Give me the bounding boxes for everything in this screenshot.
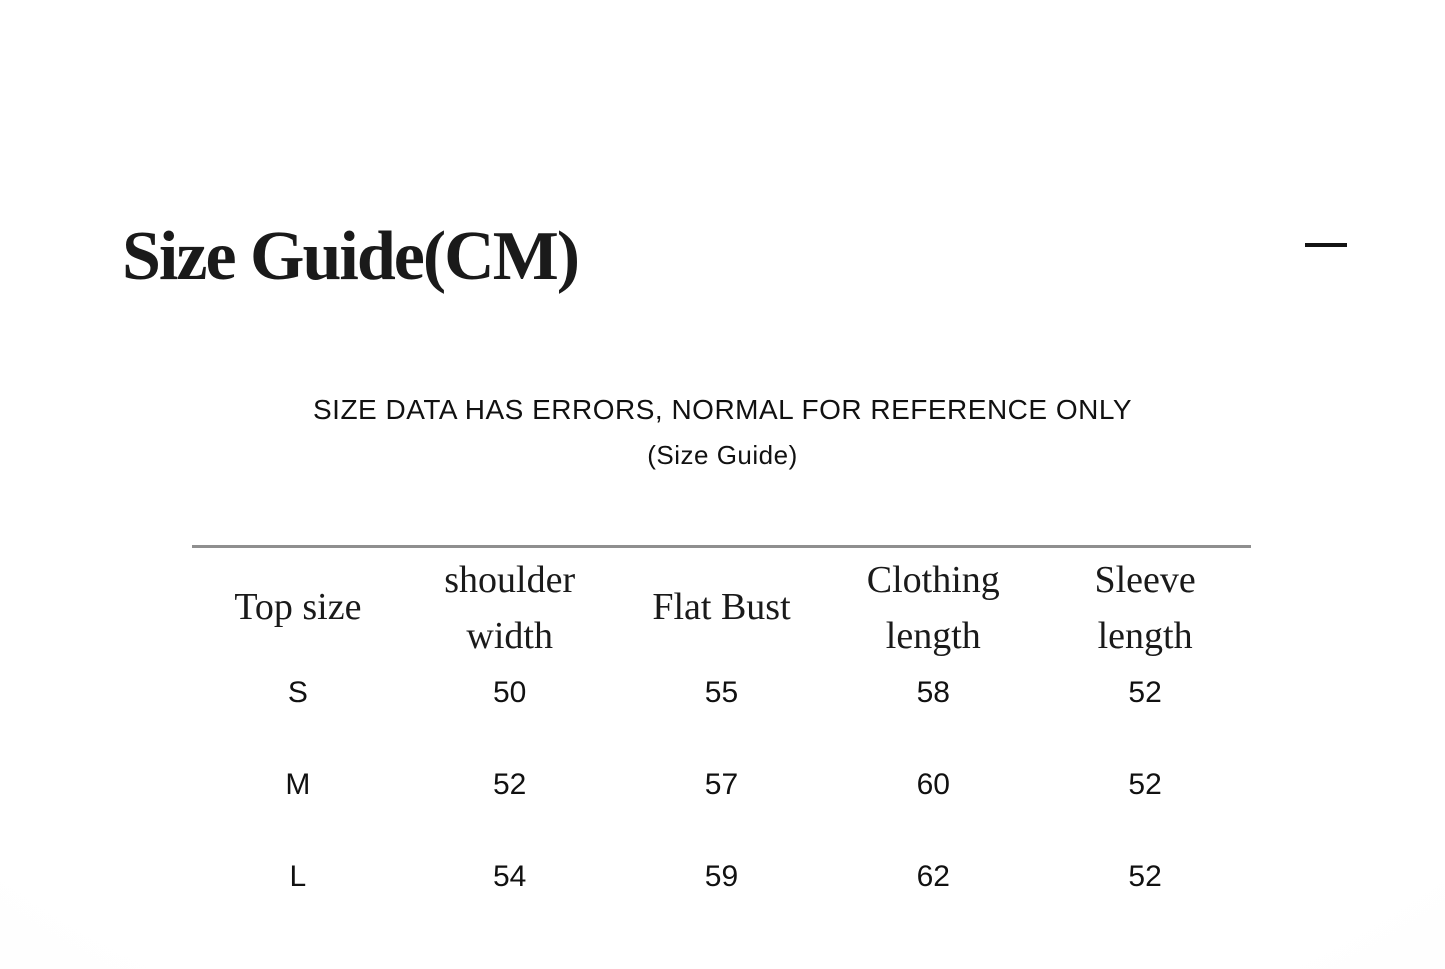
column-header-sleeve-length: Sleeve length: [1094, 559, 1196, 657]
table-row-m: [192, 739, 1251, 831]
measurement-value: 62: [916, 860, 950, 893]
measurement-value: 52: [1128, 768, 1162, 801]
measurement-value: 59: [704, 860, 739, 893]
measurement-value: 55: [704, 676, 739, 709]
notice-line2: (Size Guide): [647, 440, 798, 470]
column-header-shoulder-width: shoulder width: [444, 559, 576, 657]
measurement-value: 52: [493, 768, 527, 801]
measurement-value: 58: [916, 676, 950, 709]
measurement-value: 54: [493, 860, 527, 893]
size-label: M: [285, 768, 311, 801]
table-header-row: [192, 548, 1251, 657]
column-header-flat-bust: Flat Bust: [652, 586, 791, 629]
measurement-value: 52: [1128, 676, 1162, 709]
page-title: Size Guide(CM): [122, 218, 579, 295]
table-row-l: [192, 831, 1251, 923]
measurement-value: 60: [916, 768, 950, 801]
size-label: S: [287, 676, 308, 709]
minus-icon[interactable]: [1305, 243, 1347, 247]
size-table: [192, 545, 1251, 923]
measurement-value: 50: [493, 676, 527, 709]
measurement-value: 57: [704, 768, 739, 801]
column-header-clothing-length: Clothing length: [866, 559, 1000, 657]
size-label: L: [289, 860, 307, 893]
notice-line1: SIZE DATA HAS ERRORS, NORMAL FOR REFERENCE ONLY: [312, 394, 1133, 425]
measurement-value: 52: [1128, 860, 1162, 893]
column-header-top-size: Top size: [234, 586, 362, 629]
